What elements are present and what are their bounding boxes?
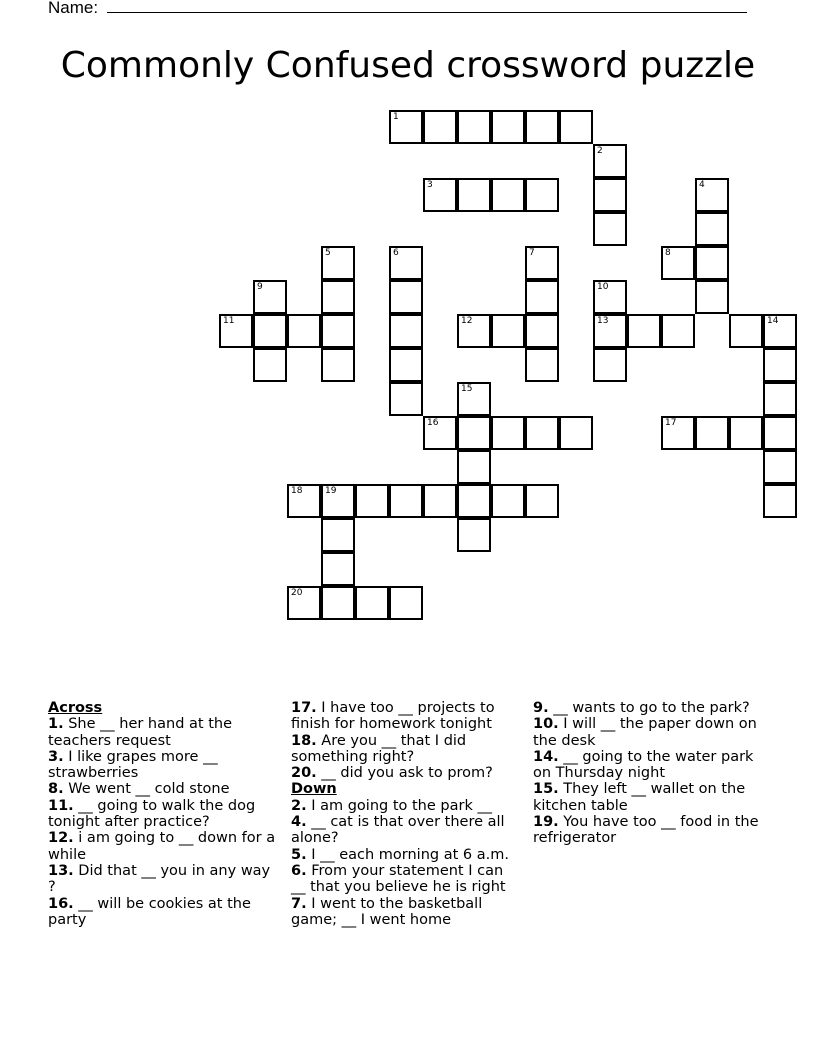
clue-item [48, 798, 278, 831]
grid-cell[interactable] [593, 178, 627, 212]
clue-text: I am going to the park __ [306, 797, 492, 814]
clue-number-label: 13 [597, 316, 609, 326]
grid-cell[interactable] [525, 280, 559, 314]
clue-number: 16. [48, 895, 74, 912]
clue-number-label: 17 [665, 418, 677, 428]
grid-cell[interactable] [525, 348, 559, 382]
grid-cell[interactable] [593, 314, 627, 348]
grid-cell[interactable] [661, 314, 695, 348]
grid-cell[interactable] [763, 484, 797, 518]
grid-cell[interactable] [491, 484, 525, 518]
clue-number-label: 14 [767, 316, 779, 326]
clue-text: i am going to __ down for a while [48, 830, 276, 863]
clue-number: 10. [533, 716, 559, 733]
clue-item [533, 716, 773, 749]
grid-cell[interactable] [491, 110, 525, 144]
clue-text: I have too __ projects to finish for homework tonight [291, 700, 495, 733]
name-label: Name: [48, 0, 103, 17]
grid-cell[interactable] [763, 348, 797, 382]
clue-item [291, 896, 516, 929]
grid-cell[interactable] [321, 314, 355, 348]
grid-cell[interactable] [389, 586, 423, 620]
clue-item [48, 896, 278, 929]
grid-cell[interactable] [525, 178, 559, 212]
grid-cell[interactable] [423, 416, 457, 450]
clue-text: We went __ cold stone [63, 781, 230, 798]
clue-number-label: 15 [461, 384, 473, 394]
grid-cell[interactable] [695, 212, 729, 246]
clue-number-label: 7 [529, 248, 535, 258]
clue-number-label: 10 [597, 282, 609, 292]
clue-column-1 [48, 700, 278, 928]
clue-item [291, 765, 516, 781]
grid-cell[interactable] [491, 178, 525, 212]
clue-item [533, 814, 773, 847]
clue-item [48, 781, 278, 797]
clue-number: 12. [48, 830, 74, 847]
clue-text: Did that __ you in any way ? [48, 862, 271, 896]
clue-number-label: 6 [393, 248, 399, 258]
grid-cell[interactable] [763, 314, 797, 348]
grid-cell[interactable] [321, 348, 355, 382]
clue-item [533, 749, 773, 782]
clue-item [291, 700, 516, 733]
clue-number-label: 5 [325, 248, 331, 258]
grid-cell[interactable] [389, 348, 423, 382]
grid-cell[interactable] [389, 314, 423, 348]
clue-item [48, 716, 278, 749]
grid-cell[interactable] [457, 518, 491, 552]
grid-cell[interactable] [729, 416, 763, 450]
clue-number: 17. [291, 700, 317, 716]
grid-cell[interactable] [389, 280, 423, 314]
clue-item [48, 749, 278, 782]
clue-item [291, 863, 516, 896]
grid-cell[interactable] [491, 314, 525, 348]
grid-cell[interactable] [355, 586, 389, 620]
clue-text: You have too __ food in the refrigerator [533, 814, 759, 847]
clue-item [291, 733, 516, 766]
grid-cell[interactable] [457, 450, 491, 484]
clue-number: 20. [291, 765, 317, 782]
grid-cell[interactable] [355, 484, 389, 518]
clue-column-2 [291, 700, 516, 928]
grid-cell[interactable] [321, 586, 355, 620]
grid-cell[interactable] [457, 110, 491, 144]
clue-text: I like grapes more __ strawberries [48, 748, 218, 782]
puzzle-title: Commonly Confused crossword puzzle [60, 45, 756, 86]
grid-cell[interactable] [559, 416, 593, 450]
across-heading: Across [48, 700, 103, 716]
clue-item [533, 781, 773, 814]
grid-cell[interactable] [321, 484, 355, 518]
clue-text: I __ each morning at 6 a.m. [306, 846, 509, 863]
clue-number: 14. [533, 748, 559, 765]
grid-cell[interactable] [763, 382, 797, 416]
clue-number: 1. [48, 716, 64, 733]
grid-cell[interactable] [491, 416, 525, 450]
grid-cell[interactable] [457, 314, 491, 348]
clue-column-3 [533, 700, 773, 847]
clue-number-label: 3 [427, 180, 433, 190]
grid-cell[interactable] [287, 586, 321, 620]
grid-cell[interactable] [321, 280, 355, 314]
clue-number-label: 8 [665, 248, 671, 258]
clue-item [48, 863, 278, 896]
clue-number-label: 16 [427, 418, 439, 428]
clue-item [291, 847, 516, 863]
clue-text: I went to the basketball game; __ I went home [291, 895, 483, 928]
grid-cell[interactable] [525, 110, 559, 144]
clue-item [533, 700, 773, 716]
grid-cell[interactable] [253, 314, 287, 348]
clue-number: 15. [533, 781, 559, 798]
grid-cell[interactable] [661, 416, 695, 450]
clue-number: 18. [291, 732, 317, 749]
clue-text: __ wants to go to the park? [548, 700, 750, 716]
clue-text: __ did you ask to prom? [316, 765, 493, 782]
grid-cell[interactable] [423, 178, 457, 212]
clue-number-label: 20 [291, 588, 303, 598]
grid-cell[interactable] [457, 416, 491, 450]
clue-text: __ going to walk the dog tonight after practice? [48, 797, 256, 831]
grid-cell[interactable] [321, 552, 355, 586]
grid-cell[interactable] [593, 212, 627, 246]
grid-cell[interactable] [525, 246, 559, 280]
clue-text: __ cat is that over there all alone? [291, 814, 505, 847]
grid-cell[interactable] [389, 382, 423, 416]
clue-text: They left __ wallet on the kitchen table [533, 781, 746, 814]
grid-cell[interactable] [389, 246, 423, 280]
grid-cell[interactable] [593, 348, 627, 382]
grid-cell[interactable] [389, 110, 423, 144]
clue-number-label: 9 [257, 282, 263, 292]
grid-cell[interactable] [695, 246, 729, 280]
grid-cell[interactable] [763, 450, 797, 484]
grid-cell[interactable] [695, 178, 729, 212]
grid-cell[interactable] [321, 518, 355, 552]
grid-cell[interactable] [525, 416, 559, 450]
clue-number-label: 11 [223, 316, 235, 326]
clue-text: I will __ the paper down on the desk [533, 716, 757, 749]
grid-cell[interactable] [729, 314, 763, 348]
clue-number-label: 2 [597, 146, 603, 156]
grid-cell[interactable] [219, 314, 253, 348]
clue-text: Are you __ that I did something right? [291, 732, 467, 765]
clue-number: 8. [48, 781, 64, 798]
grid-cell[interactable] [559, 110, 593, 144]
clue-number-label: 1 [393, 112, 399, 122]
grid-cell[interactable] [287, 484, 321, 518]
clue-number: 4. [291, 814, 307, 831]
clue-text: __ going to the water park on Thursday night [533, 748, 754, 782]
clue-text: __ will be cookies at the party [48, 895, 251, 928]
clue-number: 19. [533, 814, 559, 831]
clue-number: 6. [291, 862, 307, 879]
grid-cell[interactable] [627, 314, 661, 348]
grid-cell[interactable] [695, 416, 729, 450]
clue-item [291, 798, 516, 814]
grid-cell[interactable] [593, 280, 627, 314]
grid-cell[interactable] [287, 314, 321, 348]
grid-cell[interactable] [457, 484, 491, 518]
grid-cell[interactable] [525, 314, 559, 348]
clue-number: 7. [291, 895, 307, 912]
grid-cell[interactable] [423, 110, 457, 144]
clue-number-label: 12 [461, 316, 473, 326]
clue-number: 11. [48, 797, 74, 814]
clue-number: 2. [291, 797, 307, 814]
clue-number: 5. [291, 846, 307, 863]
grid-cell[interactable] [253, 348, 287, 382]
clue-text: She __ her hand at the teachers request [48, 716, 232, 749]
clue-number-label: 4 [699, 180, 705, 190]
grid-cell[interactable] [763, 416, 797, 450]
clue-number-label: 19 [325, 486, 337, 496]
clue-text: From your statement I can __ that you believe he is right [291, 862, 506, 896]
grid-cell[interactable] [457, 178, 491, 212]
clue-number-label: 18 [291, 486, 303, 496]
down-heading: Down [291, 781, 337, 798]
grid-cell[interactable] [661, 246, 695, 280]
grid-cell[interactable] [423, 484, 457, 518]
grid-cell[interactable] [525, 484, 559, 518]
grid-cell[interactable] [321, 246, 355, 280]
grid-cell[interactable] [389, 484, 423, 518]
clue-number: 13. [48, 862, 74, 879]
clue-item [48, 830, 278, 863]
grid-cell[interactable] [695, 280, 729, 314]
clue-item [291, 814, 516, 847]
clue-number: 9. [533, 700, 549, 716]
grid-cell[interactable] [593, 144, 627, 178]
grid-cell[interactable] [253, 280, 287, 314]
grid-cell[interactable] [457, 382, 491, 416]
clue-number: 3. [48, 748, 64, 765]
